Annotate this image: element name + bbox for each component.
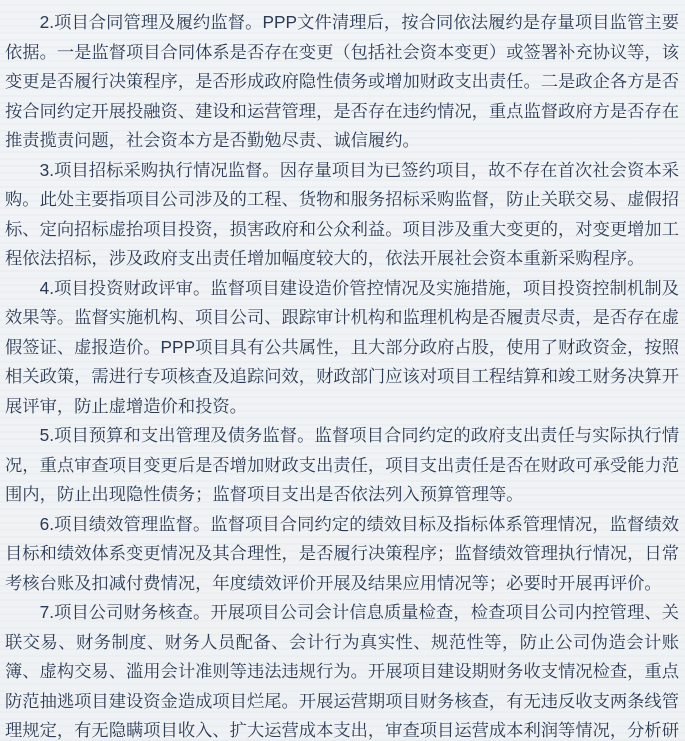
paragraph-bidding-procurement: 3.项目招标采购执行情况监督。因存量项目为已签约项目，故不存在首次社会资本采购。此处主要指项目公司涉及的工程、货物和服务招标采购监督，防止关联交易、虚假招标、定向招标虚抬项目投资，损害政府和公众利益。项目涉及重大变更的，对变更增加工程依法招标，涉及政府支出责任增加幅度较大的，依法开展社会资本重新采购程序。 [5,159,679,268]
paragraph-budget-debt-supervision: 5.项目预算和支出管理及债务监督。监督项目合同约定的政府支出责任与实际执行情况，重点审查项目变更后是否增加财政支出责任，项目支出责任是否在财政可承受能力范围内，防止出现隐性债务；监督项目支出是否依法列入预算管理等。 [5,425,679,504]
paragraph-investment-review: 4.项目投资财政评审。监督项目建设造价管控情况及实施措施，项目投资控制机制及效果等。监督实施机构、项目公司、跟踪审计机构和监理机构是否履责尽责，是否存在虚假签证、虚报造价。PPP项目具有公共属性，且大部分政府占股，使用了财政资金，按照相关政策，需进行专项核查及追踪问效，财政部门应该对项目工程结算和竣工财务决算开展评审，防止虚增造价和投资。 [5,277,679,416]
paragraph-contract-management: 2.项目合同管理及履约监督。PPP文件清理后，按合同依法履约是存量项目监管主要依据。一是监督项目合同体系是否存在变更（包括社会资本变更）或签署补充协议等，该变更是否履行决策程序，是否形成政府隐性债务或增加财政支出责任。二是政企各方是否按合同约定开展投融资、建设和运营管理，是否存在违约情况，重点监督政府方是否存在推责揽责问题，社会资本方是否勤勉尽责、诚信履约。 [5,12,679,150]
paragraph-performance-management: 6.项目绩效管理监督。监督项目合同约定的绩效目标及指标体系管理情况，监督绩效目标和绩效体系变更情况及其合理性，是否履行决策程序；监督绩效管理执行情况，日常考核台账及扣减付费情况，年度绩效评价开展及结果应用情况等；必要时开展再评价。 [5,513,679,593]
paragraph-company-financial-check: 7.项目公司财务核查。开展项目公司会计信息质量检查，检查项目公司内控管理、关联交易、财务制度、财务人员配备、会计行为真实性、规范性等，防止公司伪造会计账簿、虚构交易、滥用会计准则等违法违规行为。开展项目建设期财务收支情况检查，重点防范抽逃项目建设资金造成项目烂尾。开展运营期项目财务核查，有无违反收支两条线管理规定，有无隐瞒项目收入、扩大运营成本支出，审查项目运营成本利润等情况，分析研 [5,602,679,740]
